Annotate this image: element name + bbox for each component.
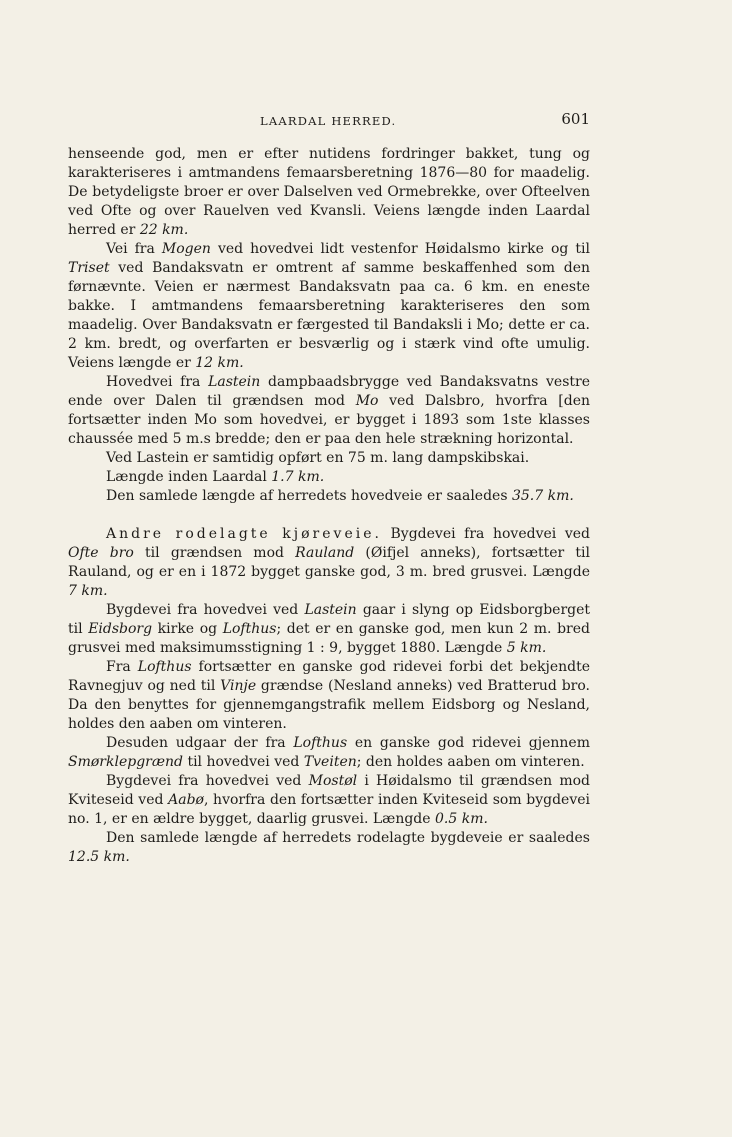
text-run: ved hovedvei lidt vestenfor Høidalsmo kirke og til	[210, 241, 590, 257]
italic-run: 0.5 km.	[435, 811, 488, 827]
paragraph	[68, 772, 590, 829]
italic-run: Tveiten	[303, 754, 357, 770]
text-run: til hovedvei ved	[183, 754, 304, 770]
text-run: Vei fra	[106, 241, 162, 257]
italic-run: 7 km.	[68, 583, 108, 599]
text-run: Fra	[106, 659, 138, 675]
text-run: Bygdevei fra hovedvei ved	[381, 526, 590, 542]
text-run: fortsætter en ganske god ridevei forbi det bekjendte Ravnegjuv og ned til	[68, 659, 590, 694]
italic-run: Triset	[68, 260, 110, 276]
text-run: i Høidalsmo til grændsen mod Kviteseid ved	[68, 773, 591, 808]
running-title: LAARDAL HERRED.	[260, 114, 397, 128]
text-run: ; den holdes aaben om vinteren.	[356, 754, 585, 770]
italic-run: 35.7 km.	[511, 488, 574, 504]
text-run: Ved Lastein er samtidig opført en 75 m. lang dampskibskai.	[106, 450, 530, 466]
paragraph	[68, 734, 590, 772]
paragraph	[68, 829, 590, 867]
italic-run: 22 km.	[139, 222, 189, 238]
italic-run: Aabø	[168, 792, 204, 808]
text-run: , hvorfra den fortsætter inden Kviteseid som bygdevei no. 1, er en ældre bygget, daarlig grusvei. Længde	[68, 792, 590, 827]
paragraph	[68, 601, 590, 658]
paragraph	[68, 658, 590, 734]
text-run: ; det er en ganske god, men kun 2 m. bred grusvei med maksimumsstigning 1 : 9, bygget 1880. Længde	[68, 621, 590, 656]
text-run: ved Dalsbro, hvorfra [den fortsætter inden Mo som hovedvei, er bygget i 1893 som 1ste klasses chaussée med 5 m.s bredde; den er paa den hele strækning horizontal.	[68, 393, 590, 447]
body-text	[68, 145, 590, 867]
paragraph	[68, 145, 590, 240]
italic-run: Lofthus	[222, 621, 277, 637]
italic-run: Smørklepgrænd	[68, 754, 183, 770]
italic-run: Rauland	[295, 545, 355, 561]
text-run: dampbaadsbrygge ved Bandaksvatns vestre ende over Dalen til grændsen mod	[68, 374, 590, 409]
page-header	[68, 110, 590, 132]
italic-run: 1.7 km.	[271, 469, 325, 485]
text-run: en ganske god ridevei gjennem	[347, 735, 590, 751]
italic-run: Vinje	[220, 678, 257, 694]
text-run: (Øifjel anneks), fortsætter til Rauland, og er en i 1872 bygget ganske god, 3 m. bred grusvei. Længde	[68, 545, 591, 580]
paragraph	[68, 449, 590, 468]
text-run: Den samlede længde af herredets hovedveie er saaledes	[106, 488, 512, 504]
italic-run: 12 km.	[195, 355, 244, 371]
text-run: Længde inden Laardal	[106, 469, 272, 485]
italic-run: Lofthus	[137, 659, 192, 675]
text-run: Den samlede længde af herredets rodelagte bygdeveie er saaledes	[106, 830, 590, 846]
paragraph	[68, 468, 590, 487]
text-run: kirke og	[152, 621, 223, 637]
italic-run: 5 km.	[506, 640, 547, 656]
paragraph	[68, 240, 590, 373]
italic-run: Ofte bro	[68, 545, 134, 561]
paragraph	[68, 373, 590, 449]
spaced-heading-run: Andre rodelagte kjøreveie.	[106, 526, 382, 542]
italic-run: Eidsborg	[88, 621, 153, 637]
text-run: ved Bandaksvatn er omtrent af samme beskaffenhed som den førnævnte. Veien er nærmest Bandaksvatn paa ca. 6 km. en eneste bakke. I amtmandens femaarsberetning karakteriseres den som maadelig. Over Bandaksvatn er færgested til Bandaksli i Mo; dette er ca. 2 km. bredt, og overfarten er besværlig og i stærk vind ofte umulig. Veiens længde er	[68, 260, 590, 371]
paragraph	[68, 525, 590, 601]
text-run: gaar i slyng op Eidsborgberget til	[68, 602, 591, 637]
paragraph	[68, 487, 590, 506]
text-run: Hovedvei fra	[106, 374, 209, 390]
text-run: Bygdevei fra hovedvei ved	[106, 602, 305, 618]
page-number: 601	[561, 110, 590, 128]
text-run: henseende god, men er efter nutidens fordringer bakket, tung og karakteriseres i amtmandens femaarsberetning 1876—80 for maadelig. De betydeligste broer er over Dalselven ved Ormebrekke, over Ofteelven ved Ofte og over Rauelven ved Kvansli. Veiens længde inden Laardal herred er	[68, 146, 590, 238]
text-run: til grændsen mod	[133, 545, 296, 561]
text-run: grændse (Nesland anneks) ved Bratterud bro. Da den benyttes for gjennemgangstrafik mellem Eidsborg og Nesland, holdes den aaben om vinteren.	[68, 678, 590, 732]
text-run: Desuden udgaar der fra	[106, 735, 294, 751]
italic-run: 12.5 km.	[68, 849, 130, 865]
text-run: Bygdevei fra hovedvei ved	[106, 773, 309, 789]
italic-run: Mo	[355, 393, 379, 409]
italic-run: Lastein	[304, 602, 357, 618]
italic-run: Lastein	[208, 374, 261, 390]
italic-run: Mogen	[161, 241, 211, 257]
italic-run: Mostøl	[308, 773, 358, 789]
italic-run: Lofthus	[293, 735, 348, 751]
